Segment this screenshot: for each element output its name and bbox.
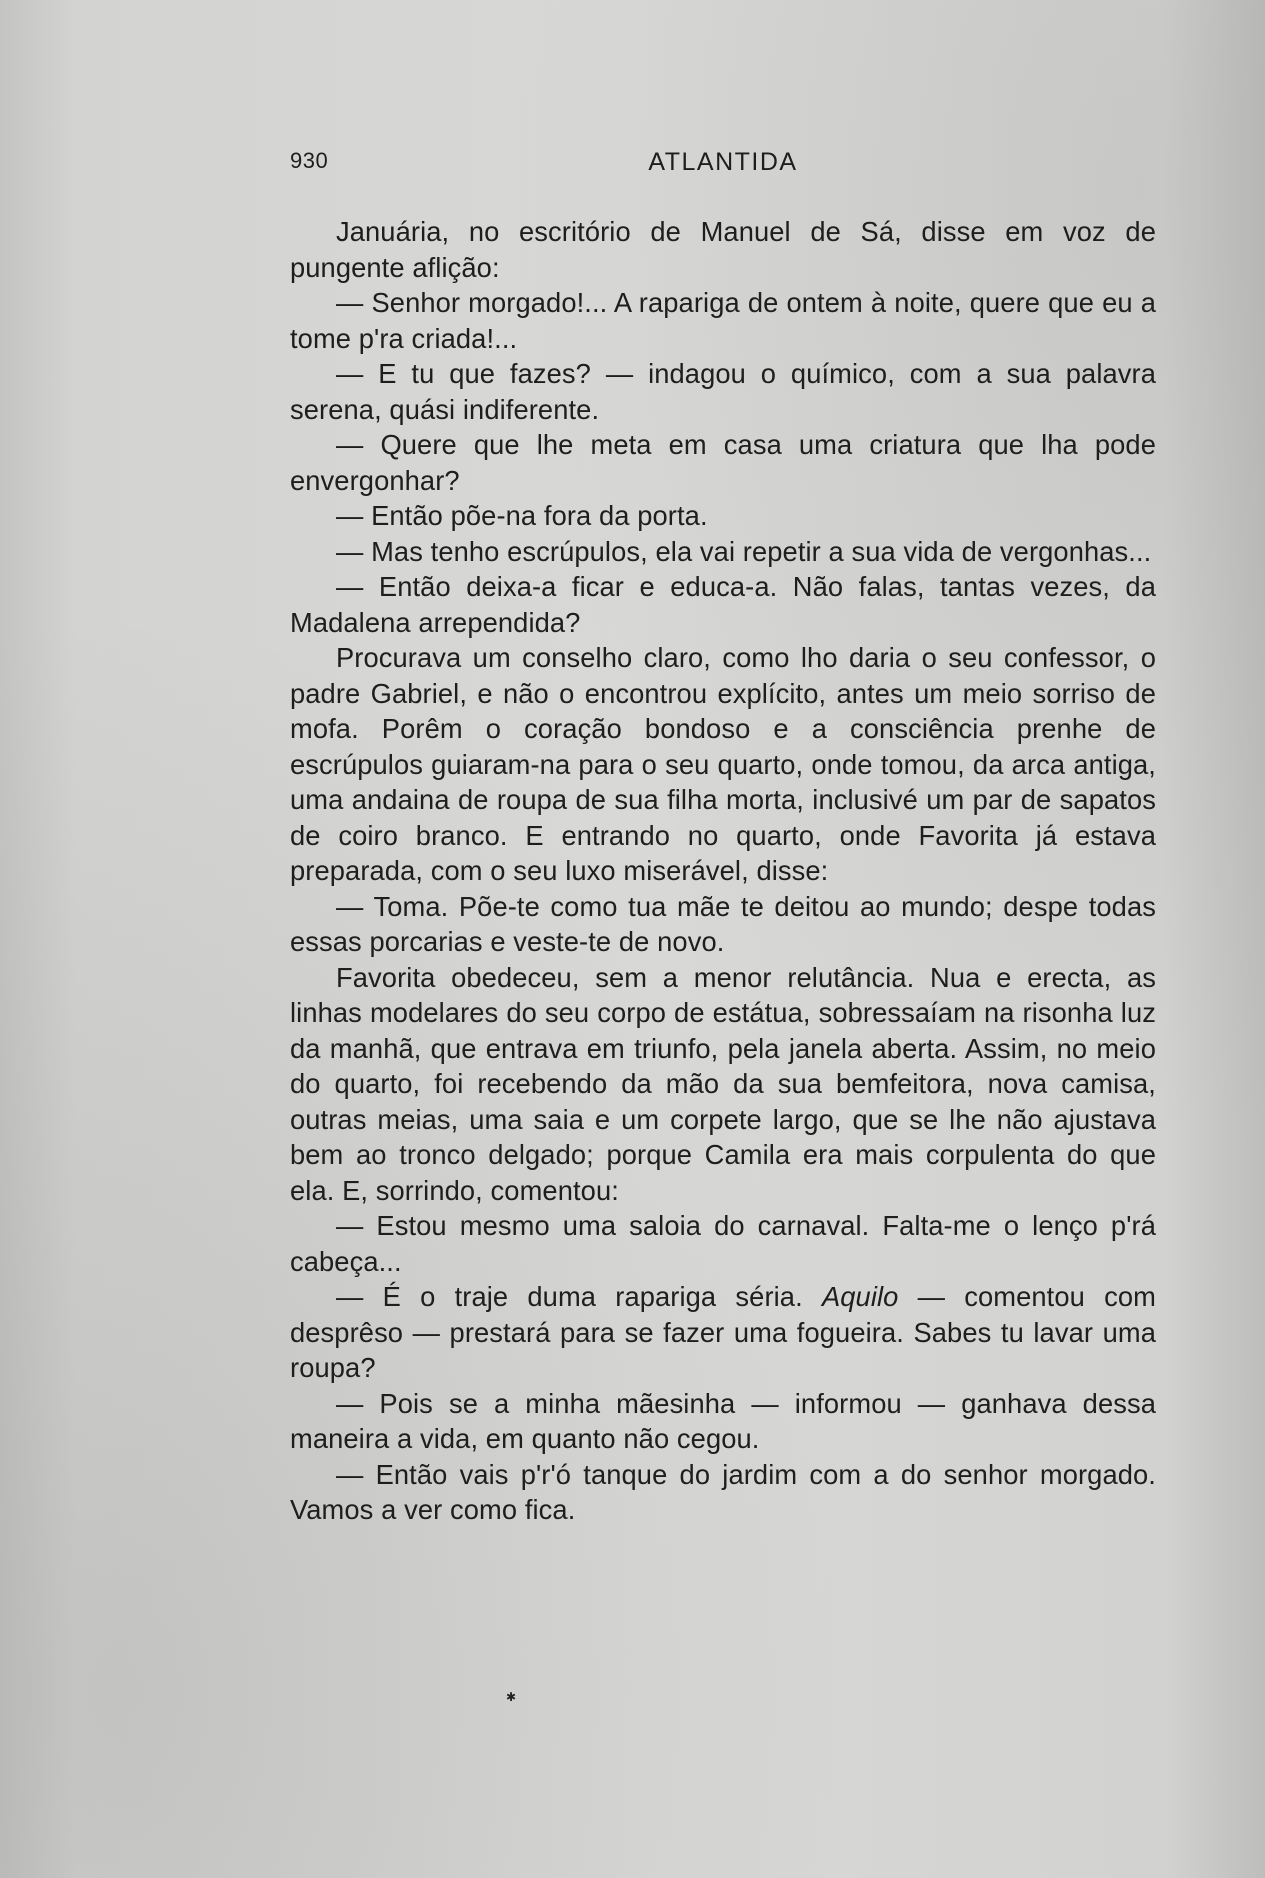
paragraph: — Estou mesmo uma saloia do carnaval. Falta-me o lenço p'rá cabeça... (290, 1210, 1156, 1277)
paragraph: — Então deixa-a ficar e educa-a. Não falas, tantas vezes, da Madalena arrependida? (290, 571, 1156, 638)
paragraph: — E tu que fazes? — indagou o químico, com a sua palavra serena, quási indiferente. (290, 358, 1156, 425)
paragraph: — Então vais p'r'ó tanque do jardim com a do senhor morgado. Vamos a ver como fica. (290, 1458, 1156, 1525)
body-text (290, 214, 1156, 1528)
paragraph: Januária, no escritório de Manuel de Sá, disse em voz de pungente aflição: (290, 216, 1156, 283)
emphasis-text: Aquilo (821, 1281, 899, 1312)
paragraph-text: — comentou com desprêso — prestará para se fazer uma fogueira. Sabes tu lavar uma roupa? (290, 1281, 1156, 1383)
paragraph: — Então põe-na fora da porta. (336, 500, 708, 531)
paragraph-text: — É o traje duma rapariga séria. (336, 1281, 822, 1312)
paragraph: Favorita obedeceu, sem a menor relutância. Nua e erecta, as linhas modelares do seu corpo de estátua, sobressaíam na risonha luz da manhã, que entrava em triunfo, pela janela aberta. Assim, no meio do quarto, foi recebendo da mão da sua bemfeitora, nova camisa, outras meias, uma saia e um corpete largo, que se lhe não ajustava bem ao tronco delgado; porque Camila era mais corpulenta do que ela. E, sorrindo, comentou: (290, 961, 1156, 1206)
paragraph: — Pois se a minha mãesinha — informou — ganhava dessa maneira a vida, em quanto não cegou. (290, 1387, 1156, 1454)
page-number: 930 (290, 148, 329, 173)
paragraph: — Toma. Põe-te como tua mãe te deitou ao mundo; despe todas essas porcarias e veste-te de novo. (290, 890, 1156, 957)
running-title: ATLANTIDA (648, 148, 798, 176)
paragraph (290, 1279, 1156, 1386)
paragraph: — Senhor morgado!... A rapariga de ontem à noite, quere que eu a tome p'ra criada!... (290, 287, 1156, 354)
paragraph: — Quere que lhe meta em casa uma criatura que lha pode envergonhar? (290, 429, 1156, 496)
running-head (290, 148, 1156, 184)
paragraph: — Mas tenho escrúpulos, ela vai repetir a sua vida de vergonhas... (336, 535, 1152, 567)
paragraph: Procurava um conselho claro, como lho daria o seu confessor, o padre Gabriel, e não o encontrou explícito, antes um meio sorriso de mofa. Porêm o coração bondoso e a consciência prenhe de escrúpulos guiaram-na para o seu quarto, onde tomou, da arca antiga, uma andaina de roupa de sua filha morta, inclusivé um par de sapatos de coiro branco. E entrando no quarto, onde Favorita já estava preparada, com o seu luxo miserável, disse: (290, 642, 1156, 886)
ink-mark-icon: ✱ (506, 1690, 517, 1704)
